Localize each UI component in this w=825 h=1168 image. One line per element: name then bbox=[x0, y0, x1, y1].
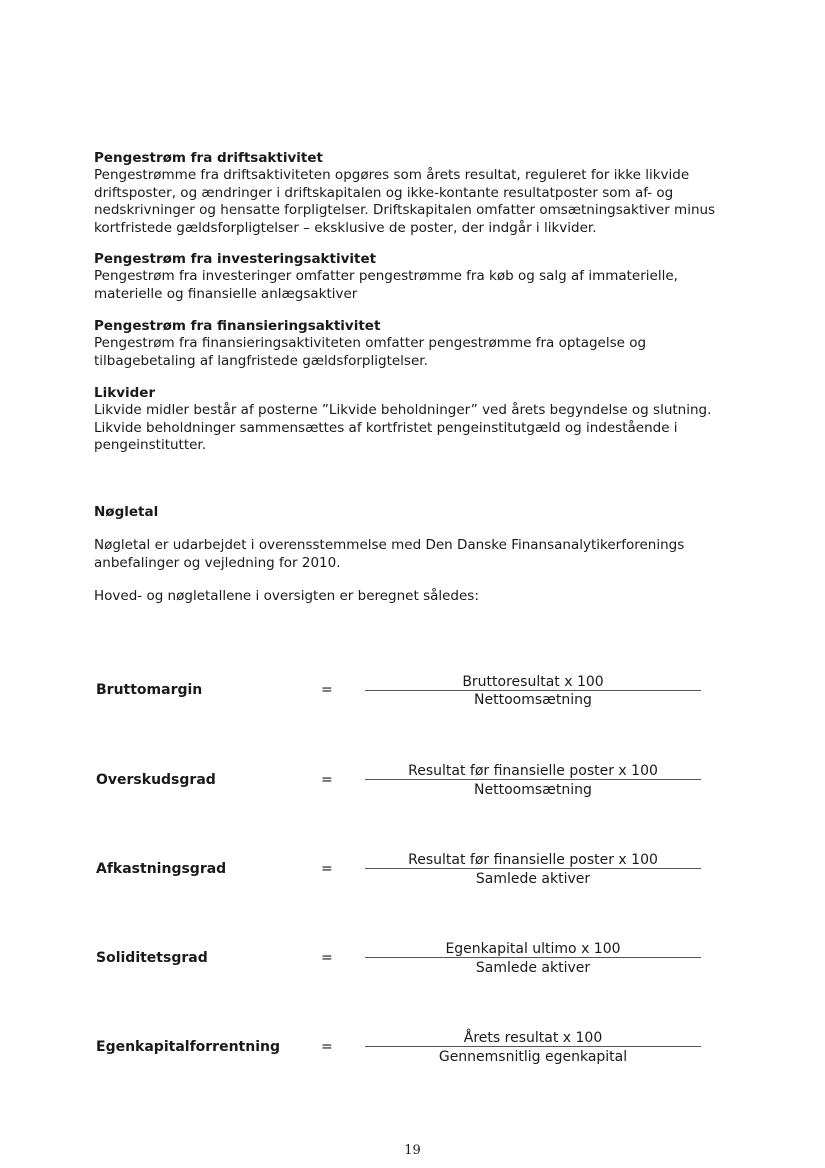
section-finansieringsaktivitet bbox=[94, 318, 734, 370]
formula-denominator: Nettoomsætning bbox=[474, 692, 592, 708]
fraction-line bbox=[365, 1046, 701, 1047]
formula-label: Soliditetsgrad bbox=[96, 950, 208, 966]
body-line: Nøgletal er udarbejdet i overensstemmelse med Den Danske Finansanalytikerforenings bbox=[94, 537, 685, 553]
body-line: Pengestrøm fra investeringer omfatter pengestrømme fra køb og salg af immaterielle, bbox=[94, 268, 678, 284]
body-line: tilbagebetaling af langfristede gældsforpligtelser. bbox=[94, 352, 428, 369]
fraction-line bbox=[365, 868, 701, 869]
body-line: driftsposter, og ændringer i driftskapitalen og ikke-kontante resultatposter som af- og bbox=[94, 184, 674, 201]
section-heading: Nøgletal bbox=[94, 504, 159, 520]
fraction-line bbox=[365, 957, 701, 958]
formula-label: Bruttomargin bbox=[96, 682, 203, 698]
fraction-line bbox=[365, 779, 701, 780]
equals-sign: = bbox=[321, 950, 333, 966]
fraction-line bbox=[365, 690, 701, 691]
body-line: Likvide midler består af posterne ”Likvide beholdninger” ved årets begyndelse og slutning. bbox=[94, 402, 712, 418]
section-heading: Pengestrøm fra driftsaktivitet bbox=[94, 150, 323, 166]
formula-denominator: Samlede aktiver bbox=[475, 960, 591, 976]
section-investeringsaktivitet bbox=[94, 251, 734, 303]
equals-sign: = bbox=[321, 772, 333, 788]
formula-denominator: Gennemsnitlig egenkapital bbox=[438, 1049, 628, 1065]
body-line: Pengestrømme fra driftsaktiviteten opgøres som årets resultat, reguleret for ikke likvide bbox=[94, 167, 690, 183]
formula-numerator: Bruttoresultat x 100 bbox=[462, 674, 604, 690]
section-heading: Pengestrøm fra finansieringsaktivitet bbox=[94, 318, 381, 334]
formula-denominator: Samlede aktiver bbox=[475, 871, 591, 887]
section-heading: Pengestrøm fra investeringsaktivitet bbox=[94, 251, 377, 267]
section-noegletal bbox=[94, 504, 734, 521]
body-line: Hoved- og nøgletallene i oversigten er beregnet således: bbox=[94, 588, 479, 604]
section-heading: Likvider bbox=[94, 385, 156, 401]
body-line: Likvide beholdninger sammensættes af kortfristet pengeinstitutgæld og indestående i bbox=[94, 419, 678, 436]
body-line: kortfristede gældsforpligtelser – eksklusive de poster, der indgår i likvider. bbox=[94, 219, 597, 236]
body-line: pengeinstitutter. bbox=[94, 437, 207, 453]
equals-sign: = bbox=[321, 1039, 333, 1055]
formula-denominator: Nettoomsætning bbox=[474, 782, 592, 798]
body-line: Pengestrøm fra finansieringsaktiviteten omfatter pengestrømme fra optagelse og bbox=[94, 335, 647, 351]
equals-sign: = bbox=[321, 861, 333, 877]
formula-label: Afkastningsgrad bbox=[96, 861, 227, 877]
formula-numerator: Resultat før finansielle poster x 100 bbox=[408, 763, 658, 779]
body-line: nedskrivninger og hensatte forpligtelser. Driftskapitalen omfatter omsætningsaktiver minus bbox=[94, 202, 716, 218]
formula-label: Egenkapitalforrentning bbox=[96, 1039, 280, 1055]
equals-sign: = bbox=[321, 682, 333, 698]
page-number: 19 bbox=[404, 1143, 421, 1158]
section-driftsaktivitet bbox=[94, 150, 734, 237]
formula-label: Overskudsgrad bbox=[96, 772, 216, 788]
formula-numerator: Årets resultat x 100 bbox=[463, 1030, 603, 1046]
noegletal-intro bbox=[94, 588, 734, 606]
section-likvider bbox=[94, 385, 734, 455]
formula-numerator: Egenkapital ultimo x 100 bbox=[445, 941, 621, 957]
body-line: anbefalinger og vejledning for 2010. bbox=[94, 554, 341, 571]
body-line: materielle og finansielle anlægsaktiver bbox=[94, 285, 358, 302]
noegletal-paragraph bbox=[94, 537, 734, 572]
formula-numerator: Resultat før finansielle poster x 100 bbox=[408, 852, 658, 868]
